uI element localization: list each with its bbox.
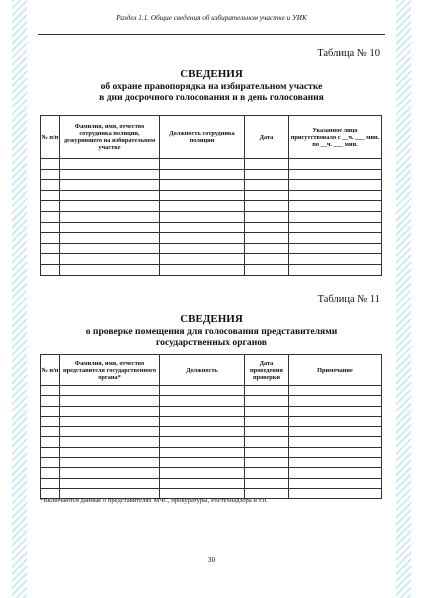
table-cell[interactable] [245,180,289,191]
table-cell[interactable] [245,243,289,254]
table-cell[interactable] [60,254,160,265]
table-cell[interactable] [60,458,160,468]
table-11 [40,354,382,499]
table-cell[interactable] [245,427,289,437]
table-cell[interactable] [160,447,245,457]
table-cell[interactable] [245,437,289,447]
table-cell[interactable] [289,427,382,437]
table-11-heading [38,314,385,349]
table-cell[interactable] [41,169,60,180]
table-cell[interactable] [41,396,60,406]
table-cell[interactable] [160,427,245,437]
table-cell[interactable] [41,254,60,265]
table-cell[interactable] [160,254,245,265]
table-cell[interactable] [60,180,160,191]
table-cell[interactable] [289,201,382,212]
table-cell[interactable] [245,396,289,406]
table-cell[interactable] [160,458,245,468]
table-cell[interactable] [289,254,382,265]
table-cell[interactable] [289,180,382,191]
table-cell[interactable] [41,159,60,170]
table-row [41,468,382,478]
table-cell[interactable] [245,264,289,275]
table-cell[interactable] [245,386,289,396]
table-11-col-note: Примечание [289,355,382,386]
table-cell[interactable] [289,458,382,468]
table-row [41,396,382,406]
table-cell[interactable] [41,180,60,191]
table-cell[interactable] [60,406,160,416]
table-cell[interactable] [160,243,245,254]
table-row [41,406,382,416]
table-cell[interactable] [160,406,245,416]
table-10-header-row [41,116,382,159]
table-row [41,180,382,191]
table-cell[interactable] [245,211,289,222]
table-row [41,243,382,254]
table-cell[interactable] [41,478,60,488]
table-cell[interactable] [289,159,382,170]
table-cell[interactable] [289,211,382,222]
table-11-col-date: Дата проведения проверки [245,355,289,386]
table-cell[interactable] [160,201,245,212]
table-cell[interactable] [60,396,160,406]
table-cell[interactable] [41,458,60,468]
table-row [41,201,382,212]
table-cell[interactable] [245,406,289,416]
table-row [41,478,382,488]
table-cell[interactable] [41,437,60,447]
table-cell[interactable] [41,427,60,437]
table-cell[interactable] [289,488,382,498]
table-cell[interactable] [60,447,160,457]
table-cell[interactable] [289,437,382,447]
table-row [41,222,382,233]
table-cell[interactable] [60,201,160,212]
table-row [41,437,382,447]
table-cell[interactable] [160,180,245,191]
table-cell[interactable] [245,222,289,233]
table-10-body [41,159,382,276]
table-cell[interactable] [41,416,60,426]
decorative-border-right [396,0,411,598]
table-cell[interactable] [245,416,289,426]
table-row [41,416,382,426]
table-cell[interactable] [160,437,245,447]
table-cell[interactable] [160,478,245,488]
table-cell[interactable] [245,478,289,488]
table-cell[interactable] [41,190,60,201]
table-10-subtitle-line2: в дни досрочного голосования и в день голосования [99,92,324,103]
table-cell[interactable] [60,386,160,396]
table-11-col-name: Фамилия, имя, отчество представителя государственного органа* [60,355,160,386]
table-cell[interactable] [245,159,289,170]
table-cell[interactable] [245,233,289,244]
table-cell[interactable] [289,264,382,275]
page-number: 30 [207,555,216,564]
table-cell[interactable] [160,159,245,170]
table-cell[interactable] [60,211,160,222]
table-cell[interactable] [289,386,382,396]
table-cell[interactable] [245,468,289,478]
table-cell[interactable] [289,447,382,457]
table-10-heading [38,69,385,104]
table-11-label: Таблица № 11 [317,294,380,305]
table-row [41,169,382,180]
table-cell[interactable] [41,406,60,416]
table-row [41,211,382,222]
table-cell[interactable] [41,243,60,254]
table-cell[interactable] [60,233,160,244]
table-cell[interactable] [60,416,160,426]
table-10-col-name: Фамилия, имя, отчество сотрудника полиции, дежурившего на избирательном участке [60,116,160,159]
table-cell[interactable] [41,201,60,212]
table-cell[interactable] [160,233,245,244]
table-cell[interactable] [41,386,60,396]
table-10-col-date: Дата [245,116,289,159]
table-cell[interactable] [289,243,382,254]
table-cell[interactable] [245,447,289,457]
table-row [41,159,382,170]
table-10-col-presence: Указанное лицо присутствовало с __ч. ___ мин. по __ч. ___ мин. [289,116,382,159]
table-cell[interactable] [160,396,245,406]
table-cell[interactable] [245,201,289,212]
table-10-label: Таблица № 10 [317,48,380,59]
table-cell[interactable] [245,254,289,265]
table-cell[interactable] [60,222,160,233]
table-11-subtitle-line1: о проверке помещения для голосования представителями [85,325,338,337]
table-cell[interactable] [60,190,160,201]
table-10-subtitle-line1: об охране правопорядка на избирательном участке [100,80,323,92]
table-cell[interactable] [160,211,245,222]
table-cell[interactable] [60,159,160,170]
table-row [41,190,382,201]
table-cell[interactable] [289,396,382,406]
table-cell[interactable] [289,169,382,180]
table-cell[interactable] [289,478,382,488]
table-cell[interactable] [160,190,245,201]
table-cell[interactable] [289,233,382,244]
table-row [41,427,382,437]
table-cell[interactable] [41,264,60,275]
table-row [41,386,382,396]
table-row [41,447,382,457]
table-cell[interactable] [41,468,60,478]
table-cell[interactable] [160,264,245,275]
table-cell[interactable] [245,169,289,180]
table-cell[interactable] [160,222,245,233]
running-header: Раздел 1.1. Общие сведения об избирательном участке и УИК [116,14,307,22]
table-row [41,233,382,244]
table-11-col-position: Должность [160,355,245,386]
table-10 [40,115,382,276]
table-cell[interactable] [289,416,382,426]
table-row [41,254,382,265]
table-cell[interactable] [60,437,160,447]
table-11-subtitle-line2: государственных органов [156,337,267,348]
table-11-col-number: № п/п [41,355,60,386]
table-cell[interactable] [289,222,382,233]
table-10-col-number: № п/п [41,116,60,159]
table-cell[interactable] [60,427,160,437]
table-11-title: СВЕДЕНИЯ [180,313,243,325]
table-row [41,458,382,468]
table-cell[interactable] [160,386,245,396]
table-cell[interactable] [60,243,160,254]
table-cell[interactable] [60,169,160,180]
table-cell[interactable] [41,211,60,222]
table-cell[interactable] [160,468,245,478]
table-cell[interactable] [60,468,160,478]
decorative-border-left [12,0,27,598]
table-cell[interactable] [289,468,382,478]
table-11-header-row [41,355,382,386]
table-cell[interactable] [41,222,60,233]
table-cell[interactable] [245,190,289,201]
footnote: *Включаются данные о представителях МЧС, прокуратуры, Ростехнадзора и т.п. [40,497,268,504]
table-cell[interactable] [289,190,382,201]
table-cell[interactable] [160,169,245,180]
table-cell[interactable] [245,458,289,468]
table-cell[interactable] [60,478,160,488]
header-rule [38,34,385,35]
table-cell[interactable] [289,406,382,416]
table-10-col-position: Должность сотрудника полиции [160,116,245,159]
table-11-body [41,386,382,499]
table-cell[interactable] [160,416,245,426]
table-cell[interactable] [41,233,60,244]
table-cell[interactable] [41,447,60,457]
table-row [41,264,382,275]
table-10-title: СВЕДЕНИЯ [180,68,243,80]
table-cell[interactable] [60,264,160,275]
